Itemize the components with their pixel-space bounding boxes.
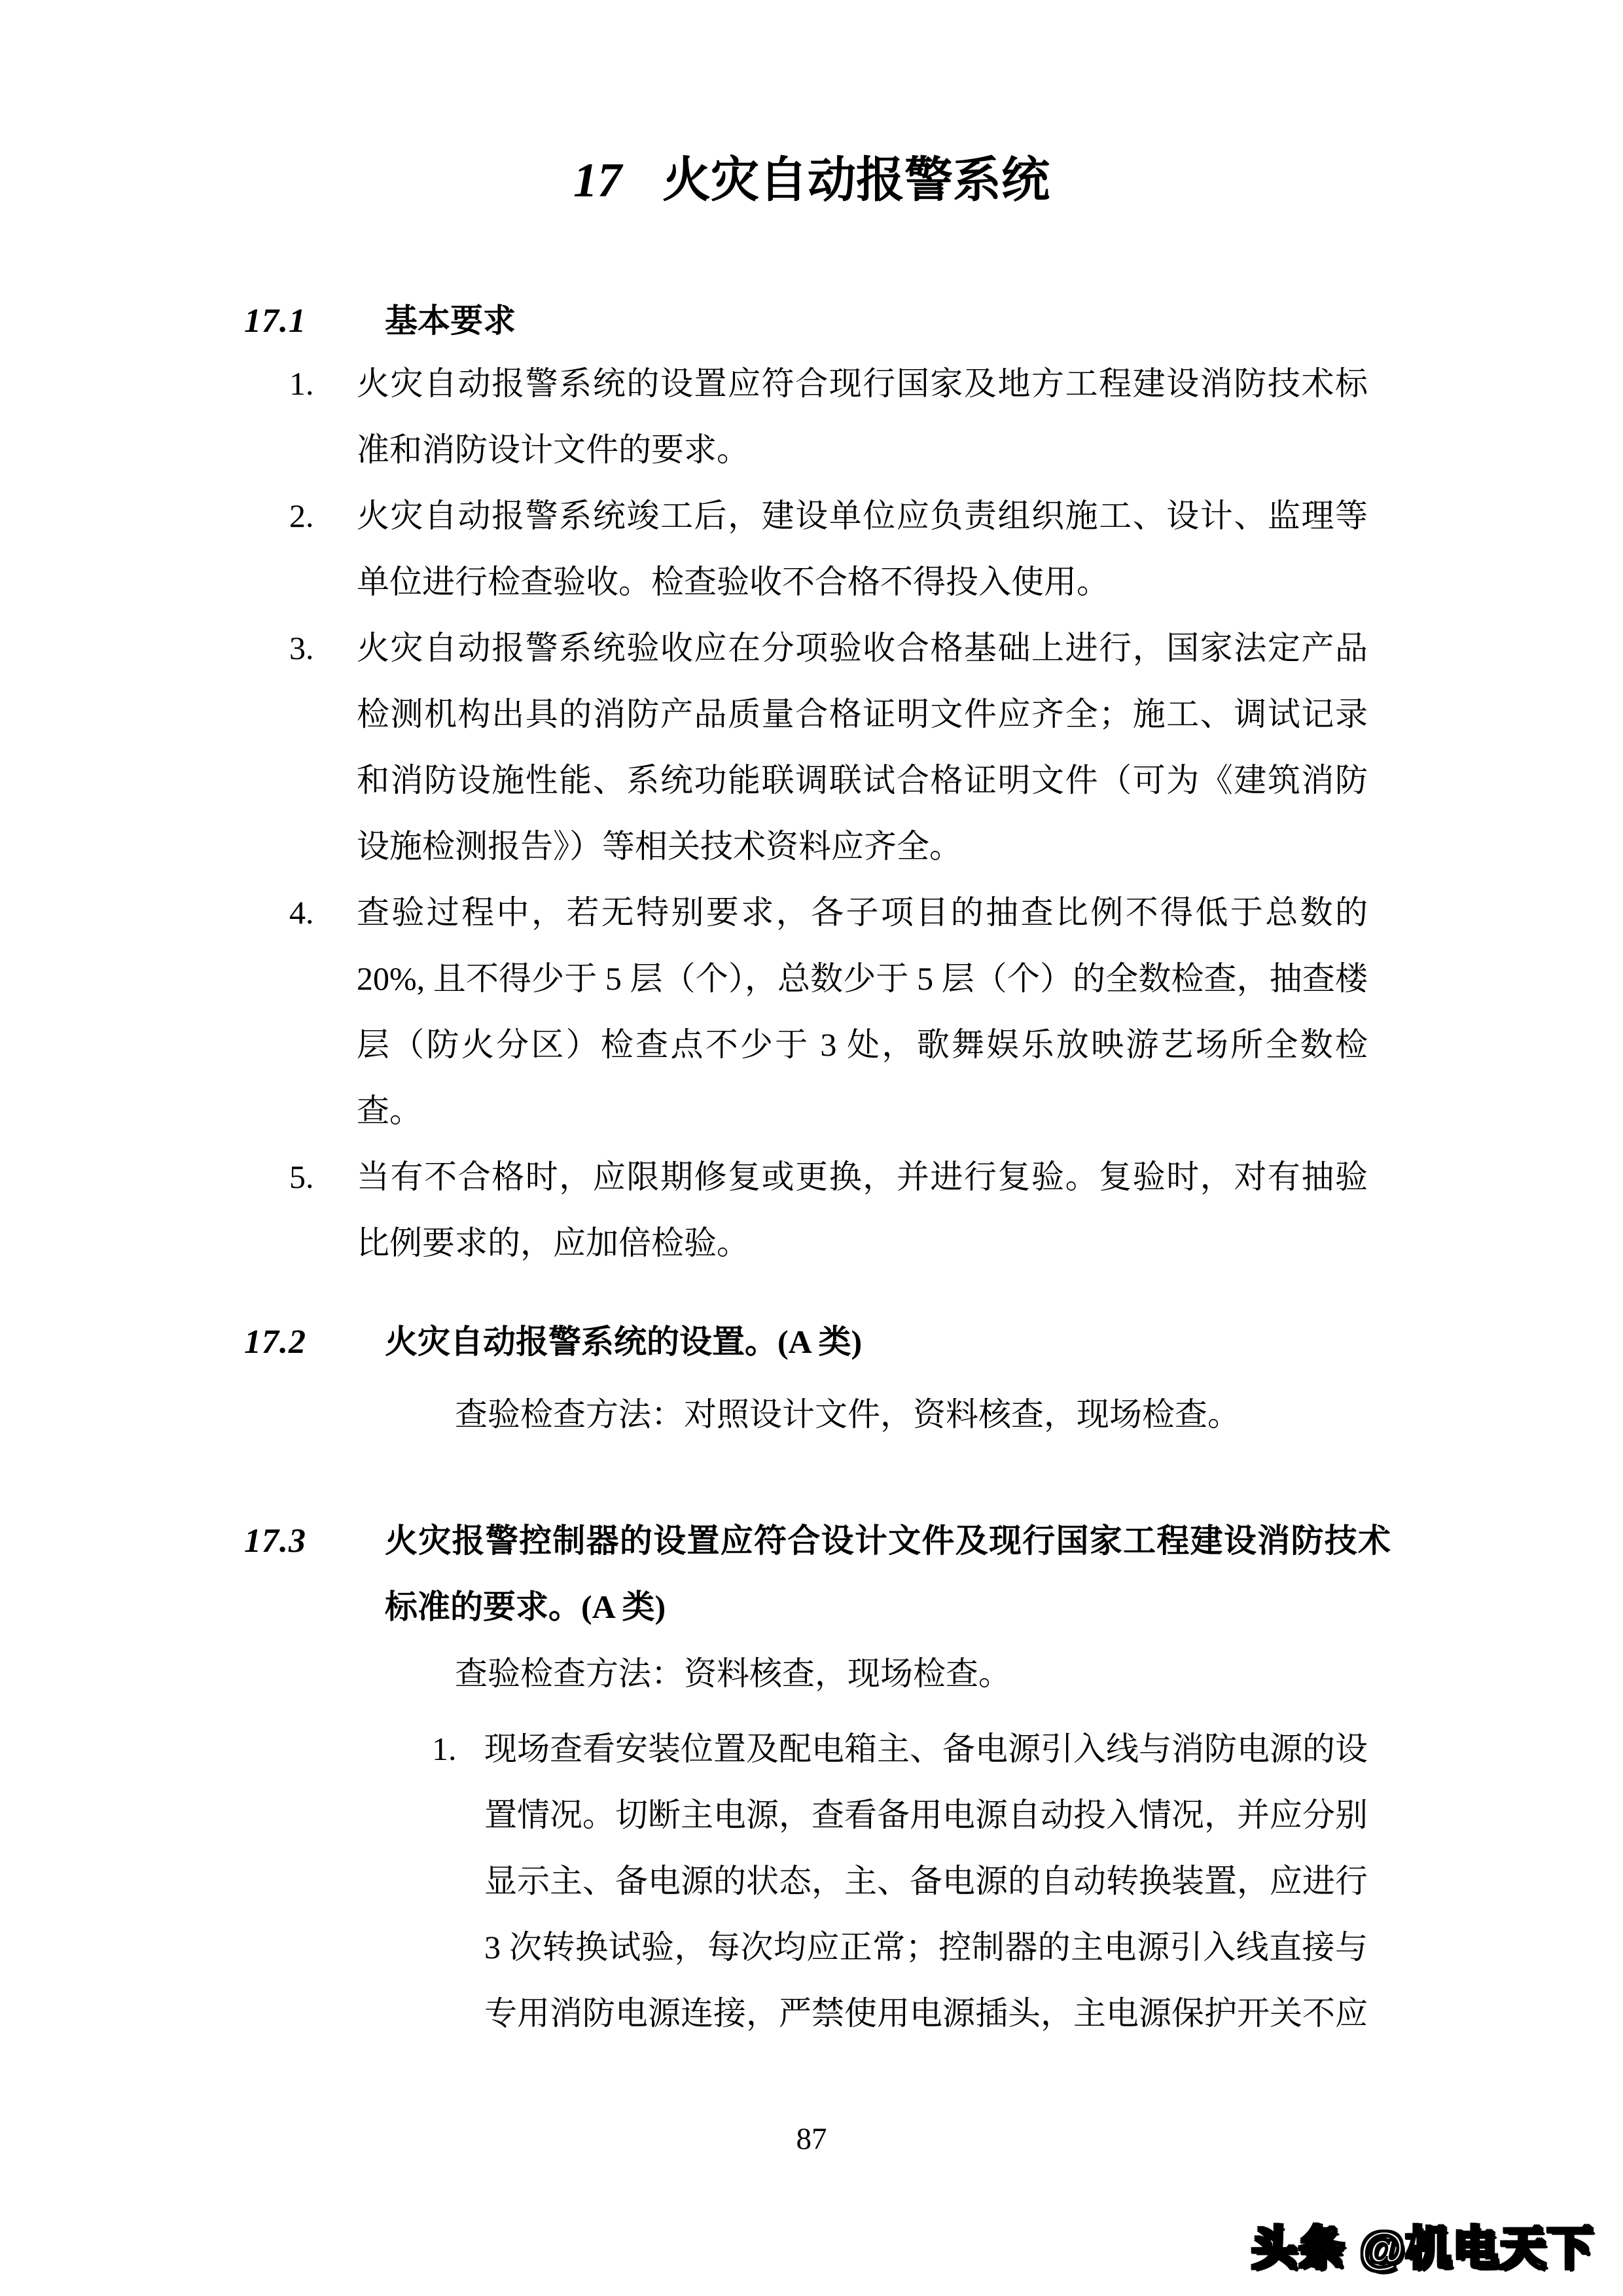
list-item bbox=[289, 880, 1368, 1144]
list-item-text: 现场查看安装位置及配电箱主、备电源引入线与消防电源的设置情况。切断主电源，查看备用电源自动投入情况，并应分别显示主、备电源的状态，主、备电源的自动转换装置，应进行 3 次转换试验，每次均应正常；控制器的主电源引入线直接与专用消防电源连接，严禁使用电源插头，主电源保护开关不应 bbox=[484, 1731, 1368, 2032]
section-17-1-heading bbox=[244, 288, 1391, 354]
list-item bbox=[289, 351, 1368, 483]
list-item-number: 1. bbox=[289, 365, 314, 402]
list-item-text: 火灾自动报警系统的设置应符合现行国家及地方工程建设消防技术标准和消防设计文件的要求。 bbox=[357, 365, 1368, 468]
list-item-text: 当有不合格时，应限期修复或更换，并进行复验。复验时，对有抽验比例要求的，应加倍检验。 bbox=[357, 1158, 1368, 1261]
list-item-number: 2. bbox=[289, 497, 314, 534]
section-17-1-number: 17.1 bbox=[244, 302, 306, 340]
section-17-3-heading bbox=[244, 1508, 1391, 1640]
section-17-1-heading-text: 基本要求 bbox=[385, 302, 516, 339]
section-17-3-number: 17.3 bbox=[244, 1522, 306, 1560]
list-item-text: 查验过程中，若无特别要求，各子项目的抽查比例不得低于总数的20%, 且不得少于 5 层（个），总数少于 5 层（个）的全数检查，抽查楼层（防火分区）检查点不少于 3 处，歌舞娱乐放映游艺场所全数检查。 bbox=[357, 894, 1368, 1129]
section-17-2-method-line: 查验检查方法：对照设计文件，资料核查，现场检查。 bbox=[455, 1396, 1240, 1433]
watermark: 头条 @机电天下 bbox=[1251, 2223, 1594, 2274]
list-item bbox=[432, 1716, 1368, 2047]
list-item-number: 1. bbox=[432, 1731, 457, 1767]
chapter-title bbox=[0, 153, 1623, 209]
chapter-number: 17 bbox=[573, 154, 622, 207]
list-item-number: 3. bbox=[289, 630, 314, 666]
list-item-number: 5. bbox=[289, 1158, 314, 1195]
list-item bbox=[289, 483, 1368, 615]
section-17-1-item-list bbox=[289, 351, 1368, 1276]
chapter-title-text: 火灾自动报警系统 bbox=[662, 154, 1050, 207]
section-17-3-heading-text: 火灾报警控制器的设置应符合设计文件及现行国家工程建设消防技术标准的要求。(A 类) bbox=[385, 1522, 1391, 1625]
list-item-text: 火灾自动报警系统验收应在分项验收合格基础上进行，国家法定产品检测机构出具的消防产品质量合格证明文件应齐全；施工、调试记录和消防设施性能、系统功能联调联试合格证明文件（可为《建筑消防设施检测报告》）等相关技术资料应齐全。 bbox=[357, 630, 1368, 865]
section-17-2-heading bbox=[244, 1309, 1391, 1375]
section-17-2-number: 17.2 bbox=[244, 1323, 306, 1361]
page-number: 87 bbox=[796, 2122, 827, 2156]
section-17-2-heading-text: 火灾自动报警系统的设置。(A 类) bbox=[385, 1323, 863, 1360]
list-item bbox=[289, 615, 1368, 880]
list-item-text: 火灾自动报警系统竣工后，建设单位应负责组织施工、设计、监理等单位进行检查验收。检查验收不合格不得投入使用。 bbox=[357, 497, 1368, 600]
list-item bbox=[289, 1144, 1368, 1276]
section-17-3-item-list bbox=[432, 1716, 1368, 2047]
list-item-number: 4. bbox=[289, 894, 314, 931]
section-17-3-method-line: 查验检查方法：资料核查，现场检查。 bbox=[455, 1655, 1011, 1692]
